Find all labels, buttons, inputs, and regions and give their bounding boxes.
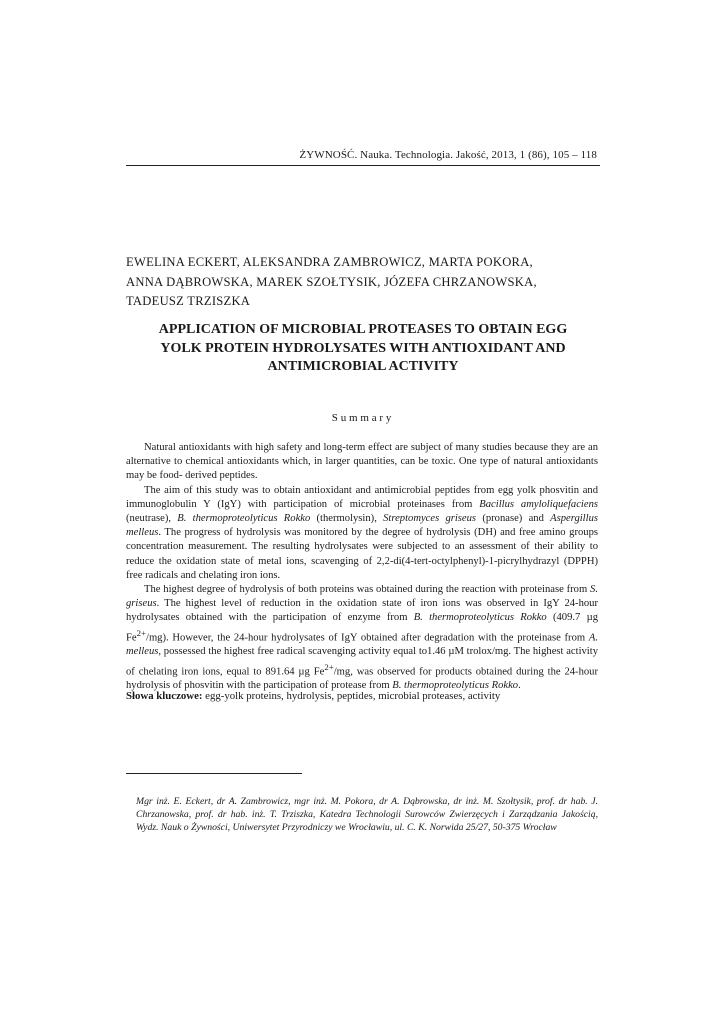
- keywords-text: egg-yolk proteins, hydrolysis, peptides, microbial proteases, activity: [202, 690, 501, 702]
- header-rule: [126, 165, 600, 166]
- author-affiliation-footnote: Mgr inż. E. Eckert, dr A. Zambrowicz, mgr inż. M. Pokora, dr A. Dąbrowska, dr inż. M. Szołtysik, prof. dr hab. J. Chrzanowska, prof. dr hab. inż. T. Trziszka, Katedra Technologii Surowców Zwierzęcych i Zarządzania Jakością, Wydz. Nauk o Żywności, Uniwersytet Przyrodniczy we Wrocławiu, ul. C. K. Norwida 25/27, 50-375 Wrocław: [136, 796, 598, 834]
- abstract-text: .: [518, 680, 521, 692]
- footnote-rule: [126, 773, 302, 774]
- keywords: [126, 690, 600, 702]
- species-name: Bacillus amyloliquefaciens: [479, 498, 598, 510]
- keywords-label: Słowa kluczowe:: [126, 690, 203, 702]
- abstract-paragraph: Natural antioxidants with high safety and long-term effect are subject of many studies because they are an alternative to chemical antioxidants which, in larger quantities, can be toxic. One type of natural antioxidants may be food- derived peptides.: [126, 442, 598, 482]
- abstract-text: /mg). However, the 24-hour hydrolysates of IgY obtained after degradation with the proteinase from: [146, 632, 589, 644]
- journal-citation: ŻYWNOŚĆ. Nauka. Technologia. Jakość, 2013, 1 (86), 105 – 118: [299, 149, 597, 161]
- species-name: B. thermoproteolyticus Rokko: [413, 612, 547, 624]
- author-list: [126, 253, 600, 312]
- abstract-text: . The progress of hydrolysis was monitored by the degree of hydrolysis (DH) and free amino groups concentration measurement. The resulting hydrolysates were subjected to an assessment of their ability to reduce the oxidation state of metal ions, scavenging of 2,2-di(4-tert-octylphenyl)-1-picrylhydrazyl (DPPH) free radicals and chelating iron ions.: [126, 527, 598, 581]
- abstract-text: The aim of this study was to obtain antioxidant and antimicrobial peptides from egg yolk phosvitin and immunoglobulin Y (IgY) with participation of microbial proteinases from: [126, 484, 598, 510]
- author-line: EWELINA ECKERT, ALEKSANDRA ZAMBROWICZ, MARTA POKORA,: [126, 255, 533, 269]
- abstract-text: (neutrase),: [126, 513, 178, 525]
- abstract-text: , possessed the highest free radical scavenging activity equal to1.46 µM trolox/mg. The highest activity of chelating iron ions, equal to 891.64 µg Fe: [126, 646, 598, 678]
- superscript: 2+: [136, 627, 146, 638]
- abstract-text: (409.7 µg Fe: [126, 612, 598, 644]
- species-name: A. melleus: [126, 632, 598, 658]
- summary-heading: Summary: [331, 412, 395, 424]
- paper-title: [126, 321, 600, 377]
- superscript: 2+: [324, 661, 334, 672]
- abstract-text: (pronase) and: [476, 513, 551, 525]
- abstract-text: . The highest level of reduction in the oxidation state of iron ions was observed in IgY 24-hour hydrolysates obtained with the participation of enzyme from: [126, 598, 598, 624]
- abstract-paragraph: [126, 583, 598, 693]
- title-line: ANTIMICROBIAL ACTIVITY: [267, 359, 459, 374]
- abstract-text: The highest degree of hydrolysis of both proteins was obtained during the reaction with proteinase from: [144, 584, 591, 596]
- author-line: ANNA DĄBROWSKA, MAREK SZOŁTYSIK, JÓZEFA CHRZANOWSKA,: [126, 274, 537, 289]
- abstract-paragraph: [126, 484, 598, 583]
- species-name: B. thermoproteolyticus Rokko: [177, 513, 311, 525]
- species-name: Streptomyces griseus: [383, 513, 477, 525]
- species-name: Aspergillus melleus: [126, 513, 598, 539]
- abstract-text: /mg, was observed for products obtained during the 24-hour hydrolysis of phosvitin with the participation of protease from: [126, 666, 598, 692]
- abstract: [126, 441, 598, 694]
- author-line: TADEUSZ TRZISZKA: [126, 294, 251, 308]
- abstract-text: (thermolysin),: [310, 513, 384, 525]
- species-name: S. griseus: [126, 584, 598, 610]
- title-line: YOLK PROTEIN HYDROLYSATES WITH ANTIOXIDANT AND: [160, 340, 566, 356]
- species-name: B. thermoproteolyticus Rokko: [392, 680, 519, 692]
- title-line: APPLICATION OF MICROBIAL PROTEASES TO OBTAIN EGG: [158, 322, 568, 337]
